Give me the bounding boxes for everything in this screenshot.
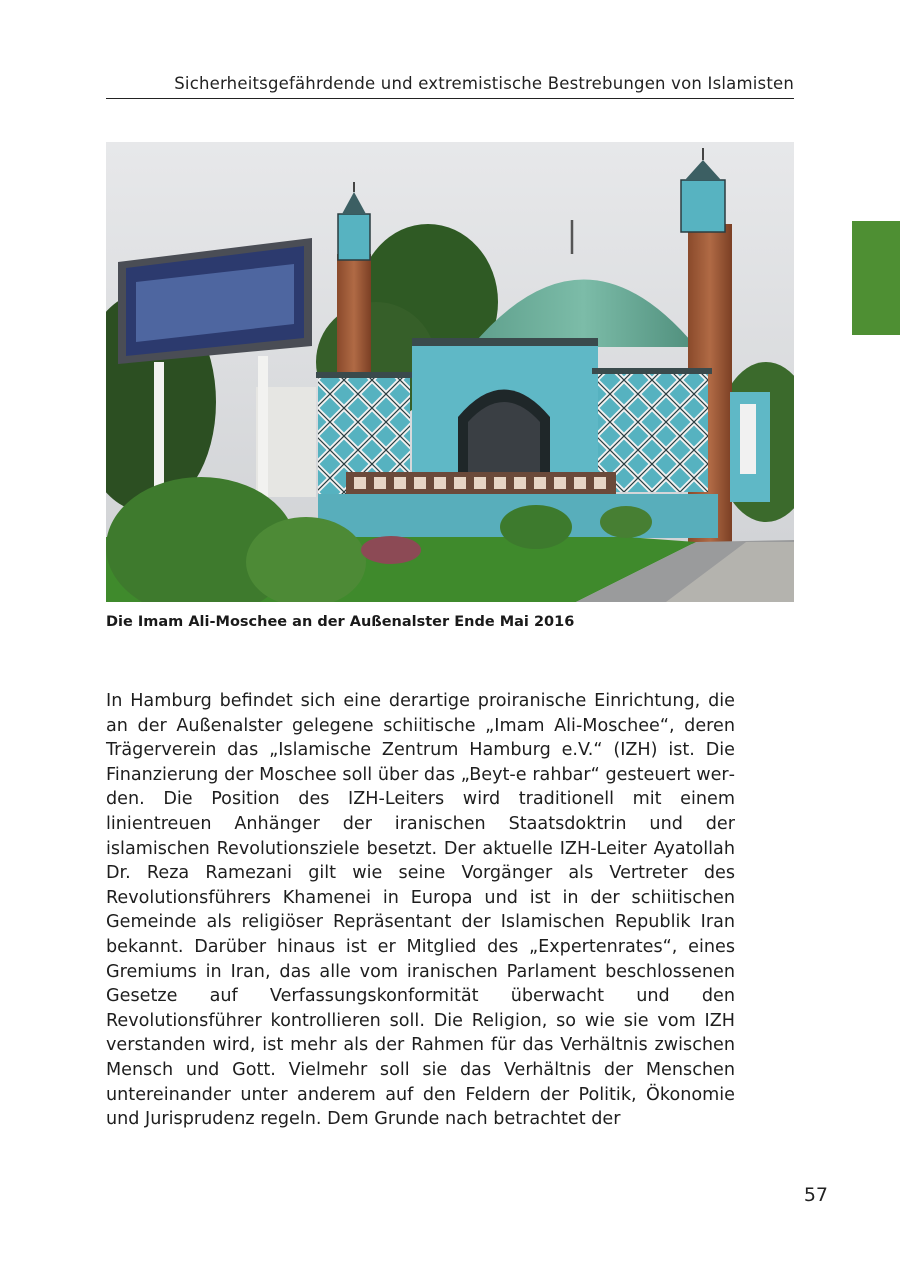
header-rule [106,98,794,99]
page-number: 57 [803,1184,828,1206]
figure-caption: Die Imam Ali-Moschee an der Außenalster Ende Mai 2016 [106,614,575,630]
body-paragraph: In Hamburg befindet sich eine derartige proiranische Einrichtung, die an der Außenalster gelegene schiitische „Imam Ali-Moschee“, deren Trägerverein das „Islamische Zentrum Hamburg e.V.“ (IZH) ist. Die Finanzierung der Moschee soll über das „Beyt-e rahbar“ gesteuert werden. Die Position des IZH-Leiters wird traditionell mit einem linientreuen Anhänger der iranischen Staatsdoktrin und der islamischen Revolutionsziele besetzt. Der aktuelle IZH-Leiter Ayatollah Dr. Reza Ramezani gilt wie seine Vorgänger als Vertreter des Revolutionsführers Khamenei in Europa und ist in der schiitischen Gemeinde als religiöser Repräsentant der Islamischen Republik Iran bekannt. Darüber hinaus ist er Mitglied des „Expertenrates“, eines Gremiums in Iran, das alle vom iranischen Parlament beschlossenen Gesetze auf Verfassungskonformität überwacht und den Revolutionsführer kontrollieren soll. Die Religion, so wie sie vom IZH verstanden wird, ist mehr als der Rahmen für das Verhältnis zwischen Mensch und Gott. Vielmehr soll sie das Verhältnis der Menschen untereinander unter anderem auf den Feldern der Politik, Ökonomie und Jurisprudenz regeln. Dem Grunde nach betrachtet der [106,691,735,1130]
chapter-tab [852,221,900,335]
mosque-photo [106,142,794,602]
running-header: Sicherheitsgefährdende und extremistische Bestrebungen von Islamisten [174,74,794,93]
